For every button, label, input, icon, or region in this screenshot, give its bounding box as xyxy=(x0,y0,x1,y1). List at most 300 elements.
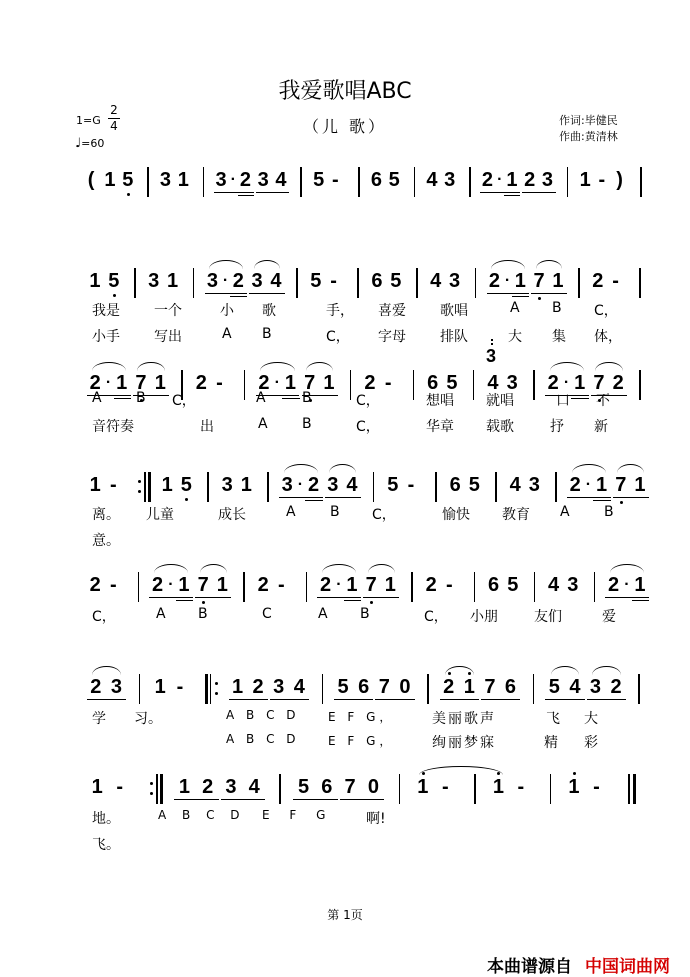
eighth-underline xyxy=(545,699,584,700)
note: 3 xyxy=(251,270,263,292)
barline xyxy=(357,268,359,298)
lyric: 彩 xyxy=(584,735,598,751)
lyric: 美丽歌声 xyxy=(432,711,496,727)
note: 1 xyxy=(463,676,475,698)
note: 5 xyxy=(108,270,120,292)
note: 5 xyxy=(468,474,480,496)
note: 3 xyxy=(541,169,553,191)
note: 5 xyxy=(298,776,310,798)
eighth-underline xyxy=(334,699,373,700)
dotted-rhythm: · xyxy=(105,374,112,391)
note: 1 xyxy=(89,474,101,496)
barline xyxy=(628,774,630,804)
barline xyxy=(640,167,642,197)
note: 2 xyxy=(195,372,207,394)
slur xyxy=(209,260,243,269)
lyric: 小 xyxy=(220,303,234,319)
lyric: 学 xyxy=(92,711,106,727)
slur xyxy=(610,564,644,573)
barline xyxy=(633,774,636,804)
lyric: 载歌 xyxy=(486,419,514,435)
barline xyxy=(203,167,205,197)
lyric: 离。 xyxy=(92,507,120,523)
eighth-underline xyxy=(221,799,266,800)
low-octave-dot xyxy=(202,601,205,604)
lyric-line-8 xyxy=(0,708,690,728)
note: 4 xyxy=(275,169,287,191)
barline xyxy=(322,674,324,704)
dotted-rhythm: · xyxy=(230,171,236,188)
lyric: C， xyxy=(356,419,380,435)
bracket: ) xyxy=(616,169,623,191)
note: 1 xyxy=(323,372,335,394)
dotted-rhythm: · xyxy=(585,476,592,493)
barline xyxy=(144,472,146,502)
dash: - xyxy=(330,270,337,292)
eighth-underline xyxy=(293,799,338,800)
lyric: 大 xyxy=(584,711,598,727)
lyric: C xyxy=(262,606,272,622)
lyric: A xyxy=(510,300,520,316)
lyric: 集 xyxy=(552,329,566,345)
lyric: B xyxy=(604,504,614,520)
key-signature: 1=G xyxy=(76,114,101,127)
note: 3 xyxy=(148,270,160,292)
note: 7 xyxy=(365,574,377,596)
barline xyxy=(638,674,640,704)
barline xyxy=(567,167,569,197)
note: 6 xyxy=(504,676,517,698)
lyric: 新 xyxy=(594,419,608,435)
note: 6 xyxy=(488,574,500,596)
lyric: 成长 xyxy=(218,507,246,523)
dash: - xyxy=(176,676,184,698)
note: 1 xyxy=(346,574,358,596)
note: 5 xyxy=(180,474,192,496)
note: 7 xyxy=(593,372,605,394)
barline xyxy=(639,268,641,298)
slur xyxy=(254,260,281,269)
eighth-underline xyxy=(440,699,479,700)
barline xyxy=(435,472,437,502)
eighth-underline xyxy=(531,293,567,294)
slur xyxy=(536,260,563,269)
note: 2 xyxy=(364,372,376,394)
note: 4 xyxy=(426,169,438,191)
lyric: 小手 xyxy=(92,329,120,345)
dash: - xyxy=(593,776,600,798)
note: 4 xyxy=(430,270,442,292)
dash: - xyxy=(598,169,606,191)
eighth-underline xyxy=(174,799,219,800)
lyric: 歌唱 xyxy=(440,303,468,319)
time-signature-top: 2 xyxy=(110,103,118,117)
note: 5 xyxy=(122,169,134,191)
sixteenth-underline xyxy=(504,195,520,196)
barline xyxy=(207,472,209,502)
slur xyxy=(445,666,474,675)
barline xyxy=(373,472,375,502)
sixteenth-underline xyxy=(305,500,322,501)
barline xyxy=(533,674,535,704)
lyric: A B C D xyxy=(226,732,300,746)
barline xyxy=(414,167,416,197)
lyric: E F G， xyxy=(328,710,396,724)
note: 5 xyxy=(337,676,349,698)
dash: - xyxy=(116,776,123,798)
sixteenth-underline xyxy=(512,296,529,297)
barline xyxy=(160,774,163,804)
lyric: C， xyxy=(372,507,396,523)
barline xyxy=(594,572,596,602)
lyric: 华章 xyxy=(426,419,454,435)
dash: - xyxy=(384,372,392,394)
barline xyxy=(411,572,413,602)
note: 1 xyxy=(89,270,101,292)
barline xyxy=(300,167,302,197)
dotted-rhythm: · xyxy=(222,272,229,289)
slur xyxy=(551,666,580,675)
slur xyxy=(550,362,585,371)
barline xyxy=(475,268,477,298)
lyric: 小朋 xyxy=(470,609,498,625)
note: 1 xyxy=(506,169,518,191)
note: 2 xyxy=(612,372,624,394)
note: 1 xyxy=(216,574,228,596)
eighth-underline xyxy=(481,699,520,700)
lyric: 习。 xyxy=(134,711,162,727)
note: 3 xyxy=(273,676,285,698)
repeat-dot xyxy=(215,692,218,695)
eighth-underline xyxy=(587,699,626,700)
low-octave-dot xyxy=(113,294,116,297)
eighth-underline xyxy=(214,192,254,193)
note: 1 xyxy=(104,169,116,191)
note: 1 xyxy=(178,776,190,798)
sixteenth-underline xyxy=(176,600,193,601)
lyric: 我是 xyxy=(92,303,120,319)
barline xyxy=(139,674,141,704)
lyric: 大 xyxy=(508,329,522,345)
lyric: 地。 xyxy=(92,811,120,827)
eighth-underline xyxy=(363,597,399,598)
note: 1 xyxy=(634,574,646,596)
dash: - xyxy=(612,270,619,292)
note: 3 xyxy=(215,169,227,191)
note: 2 xyxy=(481,169,494,191)
lyric: 精 xyxy=(544,735,558,751)
dotted-rhythm: · xyxy=(297,476,304,493)
dotted-rhythm: · xyxy=(504,272,511,289)
slur xyxy=(572,464,606,473)
page-number: 第 1页 xyxy=(327,908,363,922)
note: 3 xyxy=(159,169,172,191)
note: 2 xyxy=(252,676,264,698)
score-system-1 xyxy=(0,165,690,209)
slur xyxy=(200,564,227,573)
note: 1 xyxy=(166,270,179,292)
note: 3 xyxy=(567,574,579,596)
note: 2 xyxy=(425,574,437,596)
eighth-underline xyxy=(522,192,556,193)
note: 7 xyxy=(484,676,496,698)
slur xyxy=(306,362,333,371)
lyric-line-6 xyxy=(0,530,690,550)
eighth-underline xyxy=(317,597,361,598)
barline xyxy=(578,268,580,298)
note: 5 xyxy=(507,574,519,596)
note: 2 xyxy=(308,474,320,496)
eighth-underline xyxy=(567,497,611,498)
barline xyxy=(210,674,212,704)
source-site-link[interactable]: 中国词曲网 xyxy=(585,957,670,977)
note: 1 xyxy=(596,474,608,496)
note: 2 xyxy=(90,676,102,698)
dash: - xyxy=(332,169,339,191)
note: 3 xyxy=(257,169,269,191)
note: 2 xyxy=(152,574,164,596)
lyric: 爱 xyxy=(602,609,616,625)
slur xyxy=(368,564,395,573)
eighth-underline xyxy=(256,192,290,193)
note: 3 xyxy=(448,270,461,292)
slur xyxy=(137,362,164,371)
time-signature xyxy=(108,104,120,133)
note: 6 xyxy=(371,270,383,292)
barline xyxy=(358,167,360,197)
barline xyxy=(243,572,245,602)
lyric: 音符奏 xyxy=(92,419,134,435)
note: 1 xyxy=(240,474,252,496)
lyric: 飞。 xyxy=(92,837,120,853)
barline xyxy=(416,268,418,298)
lyric: B xyxy=(198,606,208,622)
note: 2 xyxy=(89,574,101,596)
note: 1 xyxy=(574,372,586,394)
source-label: 本曲谱源自 xyxy=(487,957,572,977)
lyric-line-1 xyxy=(0,300,690,320)
barline xyxy=(267,472,269,502)
note: 1 xyxy=(568,776,580,798)
sixteenth-underline xyxy=(238,195,254,196)
note: 0 xyxy=(399,676,411,698)
note: 4 xyxy=(248,776,260,798)
repeat-dot xyxy=(150,782,153,785)
lyric: E F G， xyxy=(328,734,396,748)
barline xyxy=(534,572,536,602)
note: 2 xyxy=(239,169,251,191)
song-title: 我爱歌唱ABC xyxy=(278,79,412,104)
song-genre: （儿 歌） xyxy=(302,117,388,136)
barline xyxy=(156,774,158,804)
lyric: B xyxy=(262,326,272,342)
lyric: A xyxy=(560,504,570,520)
barline xyxy=(279,774,281,804)
slur xyxy=(154,564,188,573)
lyric: 出 xyxy=(200,419,214,435)
lyric: 飞 xyxy=(546,711,560,727)
note: 4 xyxy=(548,574,560,596)
barline xyxy=(138,572,140,602)
note: 3 xyxy=(327,474,339,496)
eighth-underline xyxy=(270,699,309,700)
barline xyxy=(148,472,151,502)
tempo-value: =60 xyxy=(81,137,105,150)
dotted-rhythm: · xyxy=(274,374,280,391)
barline xyxy=(399,774,401,804)
lyric-line-2 xyxy=(0,326,690,346)
lyric: C， xyxy=(92,609,116,625)
lyric-line-7 xyxy=(0,606,690,626)
note: 5 xyxy=(548,676,560,698)
note: 2 xyxy=(608,574,620,596)
note: 4 xyxy=(293,676,305,698)
eighth-underline xyxy=(195,597,231,598)
note: 6 xyxy=(321,776,333,798)
dash: - xyxy=(278,574,285,596)
eighth-underline xyxy=(325,497,361,498)
note: 3 xyxy=(206,270,219,292)
slur xyxy=(617,464,644,473)
note: 1 xyxy=(154,372,166,394)
lyric: C， xyxy=(424,609,448,625)
eighth-underline xyxy=(205,293,248,294)
lyric: 字母 xyxy=(378,329,406,345)
dash: - xyxy=(446,574,453,596)
note: 2 xyxy=(547,372,559,394)
lyric-line-4 xyxy=(0,416,690,436)
slur xyxy=(92,666,121,675)
barline xyxy=(147,167,149,197)
barline xyxy=(193,268,195,298)
dotted-rhythm: · xyxy=(497,171,503,188)
high-octave-dot xyxy=(573,772,576,775)
note: 5 xyxy=(446,372,458,394)
low-octave-dot xyxy=(370,601,373,604)
barline xyxy=(550,774,552,804)
dotted-rhythm: · xyxy=(168,576,174,593)
eighth-underline xyxy=(375,699,414,700)
slur xyxy=(329,464,356,473)
note: 5 xyxy=(313,169,325,191)
lyric: A xyxy=(286,504,296,520)
lyric: A xyxy=(222,326,232,342)
slur xyxy=(491,260,525,269)
barline xyxy=(296,268,298,298)
note: 7 xyxy=(197,574,209,596)
lyric: C， xyxy=(326,329,350,345)
barline xyxy=(474,774,476,804)
sixteenth-underline xyxy=(344,600,361,601)
barline xyxy=(427,674,429,704)
note: 4 xyxy=(346,474,358,496)
note: 3 xyxy=(444,169,456,191)
lyric: B xyxy=(302,416,312,432)
eighth-underline xyxy=(229,699,268,700)
slur xyxy=(592,666,621,675)
note: 5 xyxy=(388,169,400,191)
barline xyxy=(474,572,476,602)
note: 1 xyxy=(514,270,526,292)
lyric: A xyxy=(258,416,268,432)
note: 1 xyxy=(634,474,646,496)
note: 3 xyxy=(528,474,540,496)
note: 6 xyxy=(427,372,439,394)
bracket: ( xyxy=(87,169,95,191)
note: 4 xyxy=(509,474,521,496)
lyric: A xyxy=(318,606,328,622)
sixteenth-underline xyxy=(632,600,649,601)
composer-credit: 作曲:黄清林 xyxy=(559,130,618,143)
note: 1 xyxy=(161,474,173,496)
note: 2 xyxy=(202,776,214,798)
note: 7 xyxy=(378,676,390,698)
eighth-underline xyxy=(340,799,385,800)
lyric: A xyxy=(156,606,166,622)
note: 2 xyxy=(258,372,270,394)
lyric: B xyxy=(360,606,370,622)
lyric: 愉快 xyxy=(442,507,470,523)
note: 7 xyxy=(304,372,316,394)
lyric: B xyxy=(136,390,146,406)
note: 3 xyxy=(506,372,518,394)
sixteenth-underline xyxy=(230,296,247,297)
note: 0 xyxy=(367,776,379,798)
lyric: 友们 xyxy=(534,609,562,625)
note: 1 xyxy=(116,372,128,394)
note: 2 xyxy=(89,372,101,394)
slur xyxy=(595,362,622,371)
lyric: 喜爱 xyxy=(378,303,406,319)
note: 7 xyxy=(533,270,545,292)
note: 6 xyxy=(358,676,370,698)
note: 1 xyxy=(579,169,591,191)
note: 1 xyxy=(492,776,504,798)
note: 1 xyxy=(154,676,166,698)
note: 4 xyxy=(270,270,282,292)
note: 7 xyxy=(615,474,627,496)
lyric: 儿童 xyxy=(146,507,174,523)
dash: - xyxy=(407,474,415,496)
dash: - xyxy=(441,776,449,798)
note: 4 xyxy=(487,372,499,394)
lyric: 就唱 xyxy=(486,393,514,409)
eighth-underline xyxy=(487,293,530,294)
note: 1 xyxy=(177,169,189,191)
marker-number: 3 xyxy=(486,346,497,366)
lyric: C， xyxy=(356,393,380,409)
sixteenth-underline xyxy=(593,500,610,501)
note: 6 xyxy=(449,474,461,496)
lyricist-credit: 作词:毕健民 xyxy=(559,114,618,127)
eighth-underline xyxy=(149,597,193,598)
note: 3 xyxy=(225,776,237,798)
lyric: B xyxy=(330,504,340,520)
note: 3 xyxy=(589,676,602,698)
slur xyxy=(284,464,318,473)
barline xyxy=(495,472,497,502)
note: 2 xyxy=(443,676,455,698)
lyric: C， xyxy=(172,393,196,409)
dash: - xyxy=(110,574,117,596)
dotted-rhythm: · xyxy=(563,374,570,391)
lyric: 体， xyxy=(594,329,622,345)
lyric-line-11 xyxy=(0,834,690,854)
dash: - xyxy=(517,776,525,798)
lyric: 口 xyxy=(556,393,570,409)
note: 2 xyxy=(257,574,269,596)
dash: - xyxy=(216,372,223,394)
